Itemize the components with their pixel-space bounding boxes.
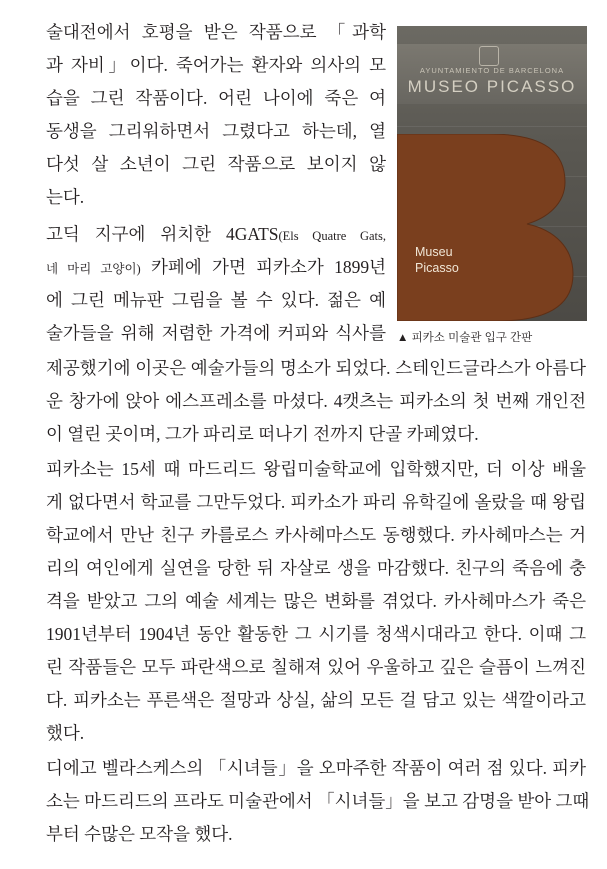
body-line xyxy=(46,255,386,279)
body-line: 부터 수많은 모작을 했다. xyxy=(46,824,233,844)
body-line: 디에고 벨라스케스의 「시녀들」을 오마주한 작품이 여러 점 있다. 피카 xyxy=(46,758,586,778)
body-text-small: (Els Quatre Gats, xyxy=(278,229,387,243)
body-line: 운 창가에 앉아 에스프레소를 마셨다. 4캣츠는 피카소의 첫 번째 개인전 xyxy=(46,391,586,411)
museum-plaque xyxy=(397,44,587,104)
body-line: 학교에서 만난 친구 카를로스 카사헤마스도 동행했다. 카사헤마스는 거 xyxy=(46,525,586,545)
sign-text: Museu Picasso xyxy=(415,245,459,275)
body-line: 에 그린 메뉴판 그림을 볼 수 있다. 젊은 예 xyxy=(46,290,386,310)
plaque-title: MUSEO PICASSO xyxy=(407,77,577,96)
body-line: 린 작품들은 모두 파란색으로 칠해져 있어 우울하고 깊은 슬픔이 느껴진 xyxy=(46,657,586,677)
body-line: 다섯 살 소년이 그린 작품으로 보이지 않 xyxy=(46,154,386,174)
body-line: 동생을 그리워하면서 그렸다고 하는데, 열 xyxy=(46,121,386,141)
body-line: 는다. xyxy=(46,187,85,207)
body-line: 격을 받았고 그의 예술 세계는 많은 변화를 겪었다. 카사헤마스가 죽은 xyxy=(46,591,586,611)
body-line: 술가들을 위해 저렴한 가격에 커피와 식사를 xyxy=(46,323,386,343)
body-text: 카페에 가면 피카소가 1899년 xyxy=(140,257,386,277)
b-sign-shape xyxy=(397,134,587,321)
body-line: 리의 여인에게 실연을 당한 뒤 자살로 생을 마감했다. 친구의 죽음에 충 xyxy=(46,558,586,578)
body-line: 습을 그린 작품이다. 어린 나이에 죽은 여 xyxy=(46,88,386,108)
body-line: 1901년부터 1904년 동안 활동한 그 시기를 청색시대라고 한다. 이때 그 xyxy=(46,624,586,644)
body-line: 했다. xyxy=(46,723,85,743)
plaque-subtitle: AYUNTAMIENTO DE BARCELONA xyxy=(419,66,565,75)
body-line xyxy=(46,222,386,246)
body-line: 이 열린 곳이며, 그가 파리로 떠나기 전까지 단골 카페였다. xyxy=(46,424,479,444)
body-line: 게 없다면서 학교를 그만두었다. 피카소가 파리 유학길에 올랐을 때 왕립 xyxy=(46,492,586,512)
body-text-small: 네 마리 고양이) xyxy=(46,262,141,276)
body-line: 소는 마드리드의 프라도 미술관에서 「시녀들」을 보고 감명을 받아 그때 xyxy=(46,791,590,811)
body-line: 술대전에서 호평을 받은 작품으로 「과학 xyxy=(46,22,386,42)
museum-sign-photo xyxy=(397,26,587,321)
body-text: 고딕 지구에 위치한 4GATS xyxy=(46,224,279,244)
crest-icon xyxy=(479,46,499,66)
photo-caption: ▲ 피카소 미술관 입구 간판 xyxy=(397,332,533,344)
body-line: 제공했기에 이곳은 예술가들의 명소가 되었다. 스테인드글라스가 아름다 xyxy=(46,358,586,378)
body-line: 다. 피카소는 푸른색은 절망과 상실, 삶의 모든 걸 담고 있는 색깔이라고 xyxy=(46,690,586,710)
body-line: 과 자비」이다. 죽어가는 환자와 의사의 모 xyxy=(46,55,386,75)
body-line: 피카소는 15세 때 마드리드 왕립미술학교에 입학했지만, 더 이상 배울 xyxy=(46,459,586,479)
